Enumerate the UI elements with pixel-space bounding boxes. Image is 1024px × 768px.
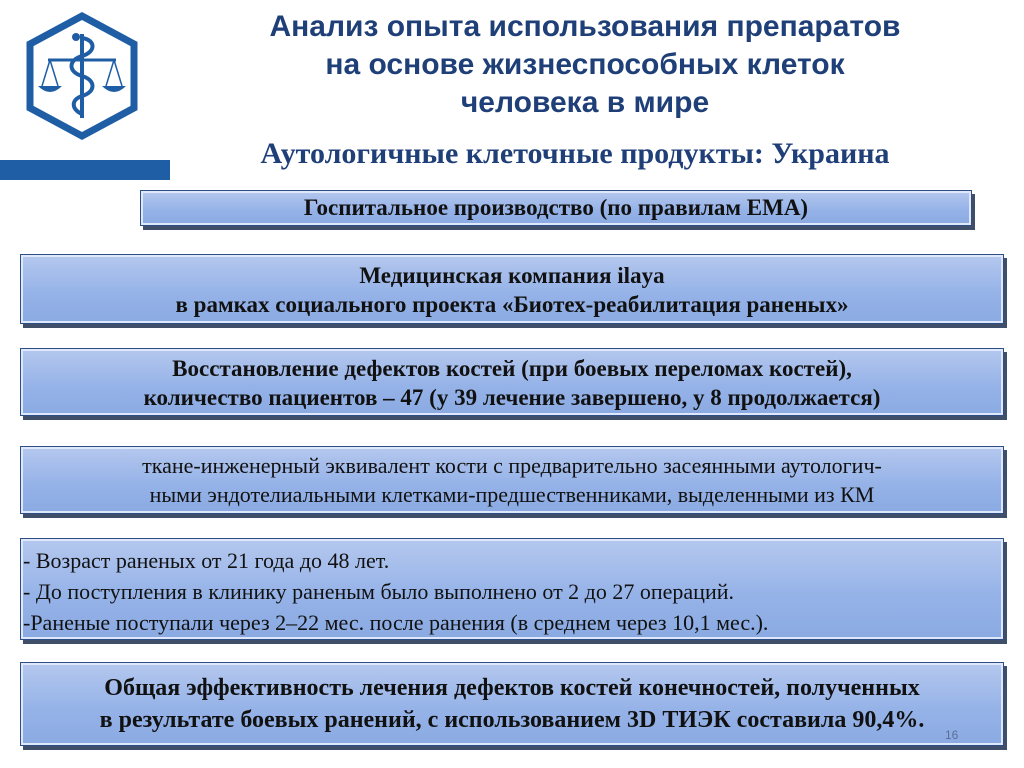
page-title	[175, 8, 995, 122]
fact-item: - Возраст раненых от 21 года до 48 лет.	[23, 548, 390, 573]
title-line: Анализ опыта использования препаратов	[269, 10, 901, 43]
company-line: в рамках социального проекта «Биотех-реабилитация раненых»	[175, 292, 849, 317]
logo-accent-bar	[0, 160, 170, 180]
title-line: человека в мире	[460, 86, 710, 119]
tissue-line: ткане-инженерный эквивалент кости с предварительно засеянными аутологич-	[142, 453, 882, 478]
efficiency-box	[20, 662, 1004, 746]
company-line: Медицинская компания ilaya	[359, 263, 665, 288]
fact-item: -Раненые поступали через 2–22 мес. после ранения (в среднем через 10,1 мес.).	[23, 610, 769, 635]
bone-restoration-box	[20, 348, 1004, 416]
page-number: 16	[945, 728, 959, 742]
patient-facts-box	[20, 538, 1004, 640]
tissue-equivalent-box	[20, 446, 1004, 514]
tissue-line: ными эндотелиальными клетками-предшественниками, выделенными из КМ	[149, 482, 875, 507]
efficiency-line: Общая эффективность лечения дефектов костей конечностей, полученных	[104, 675, 920, 701]
hospital-production-text: Госпитальное производство (по правилам ЕМА)	[303, 195, 809, 220]
company-box	[20, 254, 1004, 324]
logo	[22, 10, 142, 142]
hospital-production-box	[140, 190, 972, 226]
caduceus-scales-hexagon-icon	[22, 10, 142, 142]
efficiency-line: в результате боевых ранений, с использованием 3D ТИЭК составила 90,4%.	[99, 707, 925, 733]
fact-item: - До поступления в клинику раненым было выполнено от 2 до 27 операций.	[23, 579, 734, 604]
restoration-line: Восстановление дефектов костей (при боевых переломах костей),	[172, 356, 852, 381]
title-line: на основе жизнеспособных клеток	[325, 48, 845, 81]
restoration-line: количество пациентов – 47 (у 39 лечение завершено, у 8 продолжается)	[143, 385, 881, 410]
page-subtitle: Аутологичные клеточные продукты: Украина	[260, 137, 890, 170]
